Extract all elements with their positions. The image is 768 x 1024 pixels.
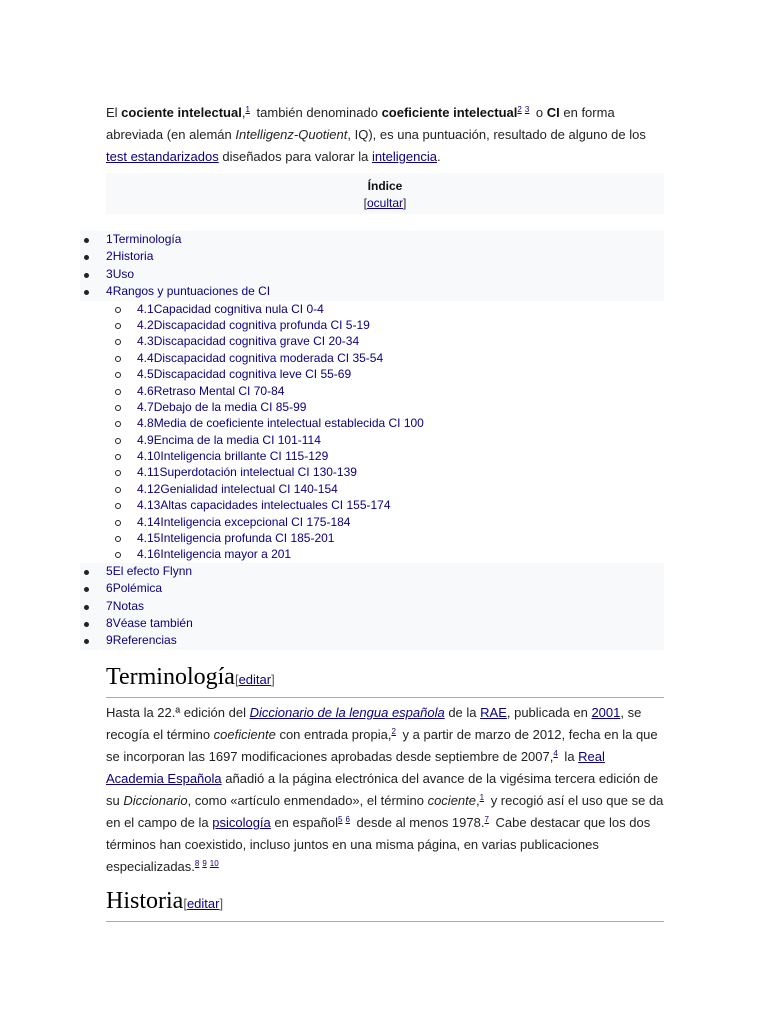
toc-text[interactable]: Encima de la media CI 101-114 bbox=[153, 432, 321, 447]
bullet-icon bbox=[84, 605, 89, 610]
toc-text[interactable]: Inteligencia mayor a 201 bbox=[160, 547, 292, 562]
para-text: y a partir de marzo de 2012, fecha en la que se incorporan las 1697 modificaciones aprobadas desde septiembre de 2007, bbox=[106, 727, 658, 764]
term-intelligenz-quotient: Intelligenz-Quotient bbox=[235, 127, 348, 142]
toc-number: 4.6 bbox=[137, 383, 154, 398]
toc-subitem[interactable] bbox=[80, 530, 664, 546]
para-text: , publicada en bbox=[506, 705, 592, 720]
toc-items bbox=[80, 231, 664, 650]
link-inteligencia[interactable]: inteligencia bbox=[371, 149, 437, 164]
section-heading-terminologia bbox=[106, 662, 664, 698]
toc-number: 4.9 bbox=[137, 432, 154, 447]
toc-text[interactable]: Historia bbox=[112, 249, 154, 264]
toc-item[interactable] bbox=[80, 266, 664, 283]
toc-item[interactable] bbox=[80, 231, 664, 248]
toc-number: 5 bbox=[106, 563, 113, 578]
toc-header bbox=[106, 173, 664, 214]
ref-8-9-10[interactable] bbox=[195, 859, 222, 868]
toc-number: 4.1 bbox=[137, 301, 154, 316]
ref-2[interactable] bbox=[517, 105, 532, 114]
ref-1[interactable] bbox=[245, 105, 252, 114]
ref-link[interactable]: 1 bbox=[479, 792, 485, 802]
toc-text[interactable]: Debajo de la media CI 85-99 bbox=[153, 399, 307, 414]
bracket: [ bbox=[183, 896, 187, 911]
para-text: , como «artículo enmendado», el término bbox=[187, 793, 428, 808]
toc-text[interactable]: Discapacidad cognitiva leve CI 55-69 bbox=[153, 367, 352, 382]
ref-5-6[interactable] bbox=[338, 815, 353, 824]
link-psicologia[interactable]: psicología bbox=[212, 815, 271, 830]
intro-text: también denominado bbox=[252, 105, 382, 120]
toc-text[interactable]: Inteligencia excepcional CI 175-184 bbox=[160, 514, 351, 529]
toc-text[interactable]: Retraso Mental CI 70-84 bbox=[153, 383, 285, 398]
circle-bullet-icon bbox=[115, 487, 121, 493]
para-text: la bbox=[560, 749, 579, 764]
ref-4[interactable] bbox=[553, 749, 560, 758]
toc-hide-link[interactable]: ocultar bbox=[366, 196, 404, 210]
toc-text[interactable]: Rangos y puntuaciones de CI bbox=[112, 284, 271, 299]
link-real-academia[interactable]: Real Academia Española bbox=[106, 749, 605, 786]
toc-subitem[interactable] bbox=[80, 448, 664, 464]
toc-text[interactable]: Uso bbox=[112, 266, 135, 281]
toc-toggle bbox=[106, 196, 664, 210]
toc-number: 2 bbox=[106, 249, 113, 264]
circle-bullet-icon bbox=[115, 552, 121, 558]
toc-text[interactable]: El efecto Flynn bbox=[112, 563, 193, 578]
bullet-icon bbox=[84, 273, 89, 278]
circle-bullet-icon bbox=[115, 470, 121, 476]
toc-number: 4.3 bbox=[137, 334, 154, 349]
ref-link[interactable]: 6 bbox=[345, 814, 350, 824]
bullet-icon bbox=[84, 290, 89, 295]
term-cociente-intelectual: cociente intelectual bbox=[121, 105, 242, 120]
ref-link[interactable]: 5 bbox=[338, 814, 343, 824]
circle-bullet-icon bbox=[115, 389, 121, 395]
toc-subitem[interactable] bbox=[80, 464, 664, 480]
toc-text[interactable]: Discapacidad cognitiva moderada CI 35-54 bbox=[153, 350, 384, 365]
link-test-estandarizados[interactable]: test estandarizados bbox=[106, 149, 219, 164]
circle-bullet-icon bbox=[115, 356, 121, 362]
toc-number: 4.5 bbox=[137, 367, 154, 382]
intro-text: , IQ), es una puntuación, resultado de alguno de los bbox=[347, 127, 646, 142]
bracket: ] bbox=[219, 896, 224, 911]
toc-number: 4.8 bbox=[137, 416, 154, 431]
toc-list bbox=[80, 231, 664, 650]
circle-bullet-icon bbox=[115, 438, 121, 444]
edit-section bbox=[235, 672, 275, 687]
toc-number: 4.4 bbox=[137, 350, 154, 365]
ref-link[interactable]: 8 bbox=[194, 858, 200, 868]
link-rae[interactable]: RAE bbox=[480, 705, 507, 720]
toc-number: 4.11 bbox=[137, 465, 160, 480]
toc-number: 4.7 bbox=[137, 399, 154, 414]
para-text: añadió a la página electrónica del avance de la vigésima tercera edición de su bbox=[106, 771, 659, 808]
ref-link[interactable]: 7 bbox=[484, 814, 489, 824]
circle-bullet-icon bbox=[115, 307, 121, 313]
circle-bullet-icon bbox=[115, 520, 121, 526]
intro-text: El bbox=[106, 105, 122, 120]
toc-number: 4.14 bbox=[137, 514, 161, 529]
edit-link[interactable]: editar bbox=[238, 672, 272, 687]
ref-7[interactable] bbox=[484, 815, 491, 824]
para-text: desde al menos 1978. bbox=[352, 815, 485, 830]
bracket: ] bbox=[271, 672, 275, 687]
toc-title: Índice bbox=[367, 179, 403, 193]
bracket: [ bbox=[363, 196, 367, 210]
section-title: Terminología bbox=[106, 664, 235, 690]
term-ci: CI bbox=[546, 105, 560, 120]
toc-text[interactable]: Inteligencia brillante CI 115-129 bbox=[160, 449, 329, 464]
toc-number: 6 bbox=[106, 581, 113, 596]
ref-link[interactable]: 9 bbox=[202, 858, 207, 868]
intro-paragraph bbox=[106, 102, 664, 168]
ref-1[interactable] bbox=[480, 793, 487, 802]
toc-number: 4.15 bbox=[137, 531, 161, 546]
intro-text: en forma abreviada (en alemán bbox=[106, 105, 615, 142]
toc-subitem[interactable] bbox=[80, 546, 664, 562]
circle-bullet-icon bbox=[115, 372, 121, 378]
toc-text[interactable]: Altas capacidades intelectuales CI 155-174 bbox=[160, 498, 391, 513]
para-text: y recogió así el uso que se da en el campo de la bbox=[106, 793, 664, 830]
toc-text[interactable]: Discapacidad cognitiva grave CI 20-34 bbox=[153, 334, 360, 349]
bracket: ] bbox=[403, 196, 407, 210]
toc-number: 4.2 bbox=[137, 317, 154, 332]
link-2001[interactable]: 2001 bbox=[591, 705, 621, 720]
para-text: , bbox=[476, 793, 480, 808]
section-heading-historia bbox=[106, 886, 664, 922]
link-diccionario[interactable]: Diccionario de la lengua española bbox=[249, 705, 445, 720]
toc-subitem[interactable] bbox=[80, 333, 664, 349]
toc-subitem[interactable] bbox=[80, 366, 664, 382]
toc-subitem[interactable] bbox=[80, 481, 664, 497]
bullet-icon bbox=[84, 587, 89, 592]
toc-subitem[interactable] bbox=[80, 432, 664, 448]
para-text: en español bbox=[270, 815, 339, 830]
circle-bullet-icon bbox=[115, 421, 121, 427]
intro-text: o bbox=[532, 105, 547, 120]
ref-link[interactable]: 3 bbox=[524, 104, 530, 114]
toc-item[interactable] bbox=[80, 563, 664, 580]
toc-subitem[interactable] bbox=[80, 383, 664, 399]
toc-number: 4.10 bbox=[137, 449, 161, 464]
toc-number: 1 bbox=[106, 232, 113, 246]
ref-link[interactable]: 10 bbox=[209, 858, 219, 868]
bullet-icon bbox=[84, 255, 89, 260]
edit-section bbox=[183, 896, 223, 911]
toc-subitem[interactable] bbox=[80, 415, 664, 431]
toc-number: 4.12 bbox=[137, 481, 161, 496]
toc-item[interactable] bbox=[80, 248, 664, 265]
bracket: [ bbox=[234, 672, 239, 687]
circle-bullet-icon bbox=[115, 323, 121, 329]
toc-text[interactable]: Capacidad cognitiva nula CI 0-4 bbox=[153, 301, 324, 316]
circle-bullet-icon bbox=[115, 405, 121, 411]
intro-text: diseñados para valorar la bbox=[218, 149, 372, 164]
toc-subitem[interactable] bbox=[80, 399, 664, 415]
toc-number: 8 bbox=[106, 615, 113, 630]
toc-text[interactable]: Discapacidad cognitiva profunda CI 5-19 bbox=[153, 317, 370, 332]
toc-text[interactable]: Véase también bbox=[112, 615, 193, 630]
intro-text: , bbox=[241, 105, 246, 120]
toc-item[interactable] bbox=[80, 283, 664, 300]
toc-number: 9 bbox=[106, 633, 113, 648]
toc-number: 4.13 bbox=[137, 498, 161, 513]
para-text: Cabe destacar que los dos términos han coexistido, incluso juntos en una misma página, en varias publicaciones especializadas. bbox=[106, 815, 651, 874]
em-cociente: cociente bbox=[427, 793, 476, 808]
para-text: , se recogía el término bbox=[106, 705, 642, 742]
toc-item[interactable] bbox=[80, 632, 664, 649]
toc-number: 4.16 bbox=[137, 547, 161, 562]
toc-text[interactable]: Inteligencia profunda CI 185-201 bbox=[160, 531, 335, 546]
para-text: con entrada propia, bbox=[275, 727, 392, 742]
toc-text[interactable]: Notas bbox=[112, 598, 145, 613]
toc-number: 3 bbox=[106, 266, 113, 281]
bullet-icon bbox=[84, 622, 89, 627]
toc-subitem[interactable] bbox=[80, 514, 664, 530]
toc-subitem[interactable] bbox=[80, 317, 664, 333]
term-coeficiente-intelectual: coeficiente intelectual bbox=[381, 105, 518, 120]
toc-subitem[interactable] bbox=[80, 301, 664, 317]
toc-item[interactable] bbox=[80, 598, 664, 615]
circle-bullet-icon bbox=[115, 339, 121, 345]
toc-text[interactable]: Genialidad intelectual CI 140-154 bbox=[160, 481, 338, 496]
para-text: Hasta la 22.ª edición del bbox=[106, 705, 250, 720]
circle-bullet-icon bbox=[115, 503, 121, 509]
bullet-icon bbox=[84, 238, 89, 243]
ref-link[interactable]: 2 bbox=[517, 104, 522, 114]
circle-bullet-icon bbox=[115, 454, 121, 460]
ref-link[interactable]: 1 bbox=[245, 104, 250, 114]
toc-item[interactable] bbox=[80, 580, 664, 597]
bullet-icon bbox=[84, 570, 89, 575]
terminologia-paragraph bbox=[106, 702, 664, 878]
toc-text[interactable]: Referencias bbox=[112, 633, 177, 648]
toc-text[interactable]: Superdotación intelectual CI 130-139 bbox=[159, 465, 357, 480]
toc-text[interactable]: Media de coeficiente intelectual establecida CI 100 bbox=[153, 416, 424, 431]
ref-2[interactable] bbox=[391, 727, 398, 736]
ref-link[interactable]: 4 bbox=[553, 748, 558, 758]
toc-number: 4 bbox=[106, 284, 113, 299]
em-coeficiente: coeficiente bbox=[213, 727, 276, 742]
toc-item[interactable] bbox=[80, 615, 664, 632]
toc-subitem[interactable] bbox=[80, 497, 664, 513]
toc-text[interactable]: Terminología bbox=[112, 232, 182, 246]
toc-number: 7 bbox=[106, 598, 113, 613]
para-text: de la bbox=[444, 705, 481, 720]
bullet-icon bbox=[84, 639, 89, 644]
circle-bullet-icon bbox=[115, 536, 121, 542]
em-diccionario: Diccionario bbox=[123, 793, 188, 808]
toc-subitem[interactable] bbox=[80, 350, 664, 366]
edit-link[interactable]: editar bbox=[186, 896, 220, 911]
section-title: Historia bbox=[106, 888, 184, 914]
ref-link[interactable]: 2 bbox=[391, 726, 396, 736]
intro-text: . bbox=[436, 149, 441, 164]
toc-text[interactable]: Polémica bbox=[112, 581, 163, 596]
